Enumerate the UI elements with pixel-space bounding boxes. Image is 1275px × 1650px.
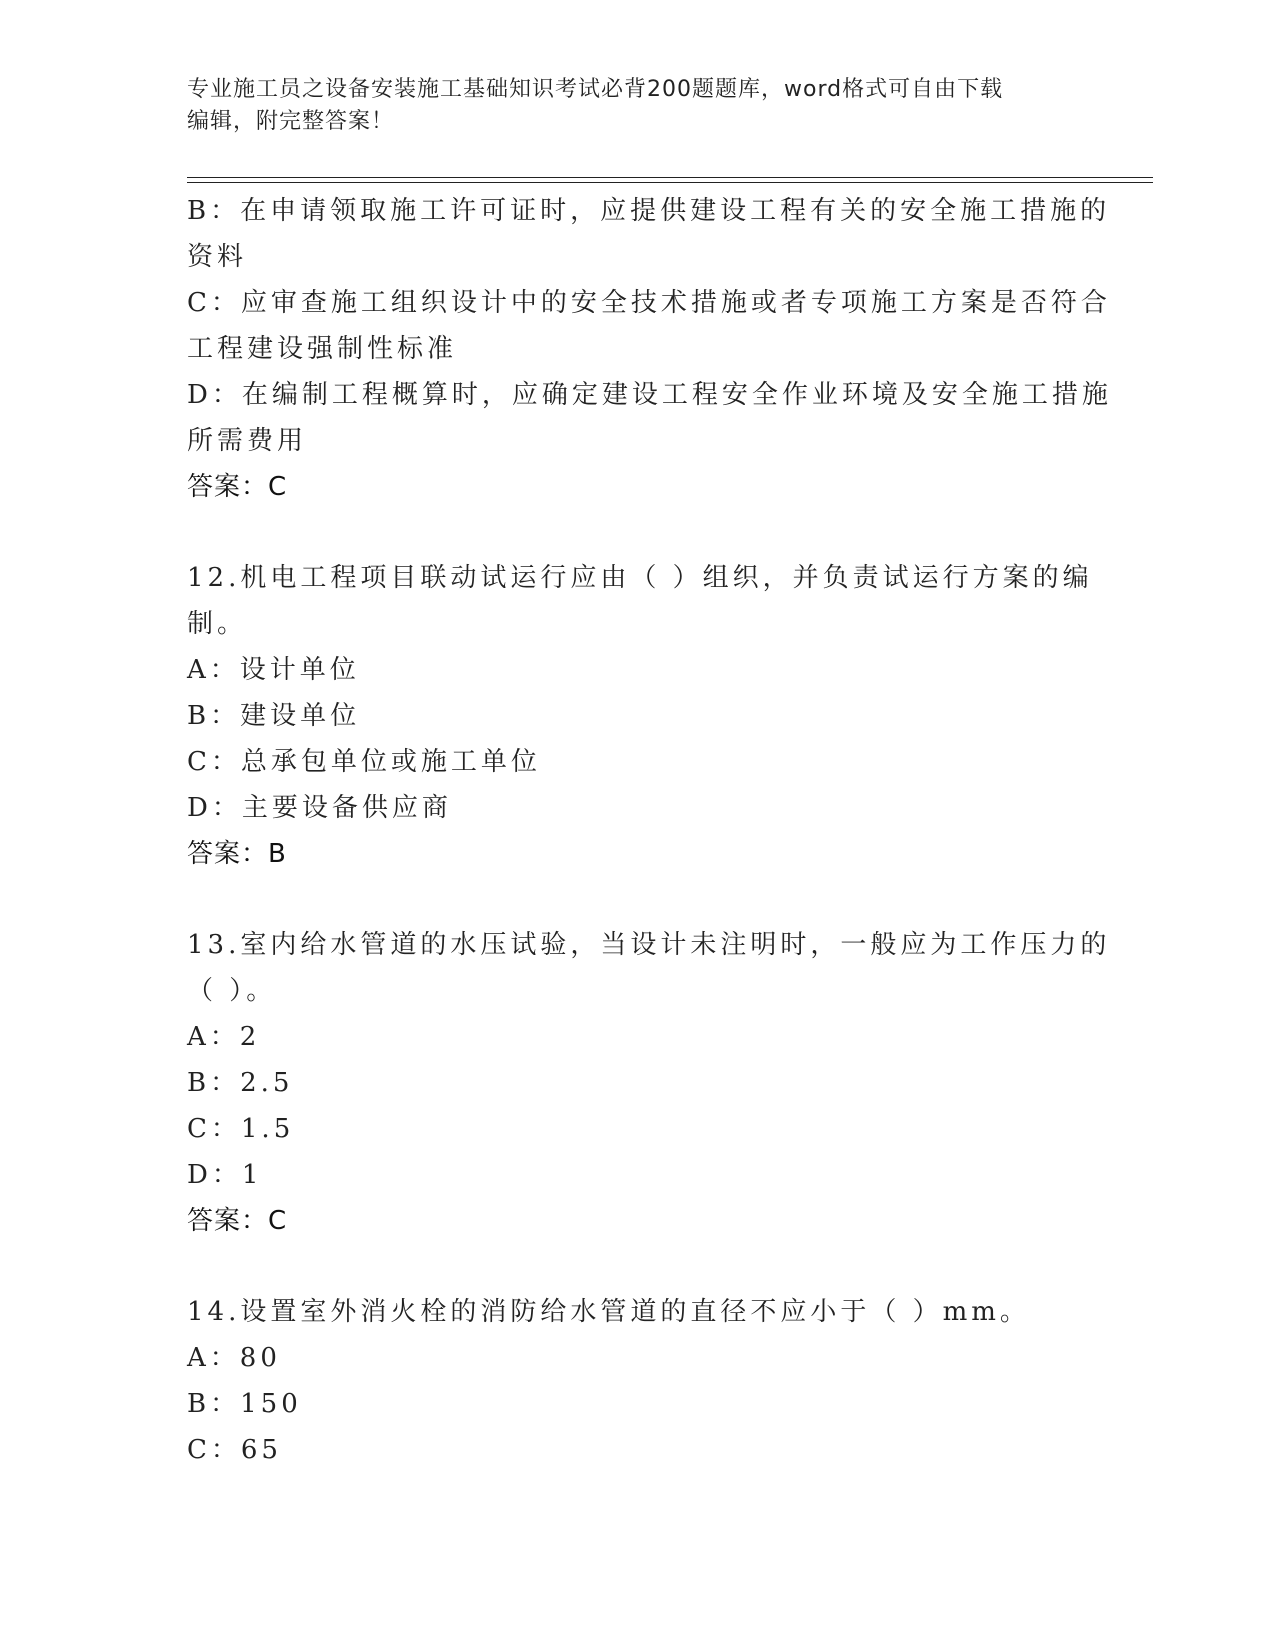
question-11	[187, 188, 1112, 510]
option-b: B：150	[187, 1389, 302, 1419]
spacer	[187, 1244, 1087, 1289]
option-b: B：2.5	[187, 1068, 294, 1098]
option-b: B：建设单位	[187, 701, 361, 731]
option-c: C：65	[187, 1435, 282, 1465]
header-rule-bottom	[187, 182, 1153, 183]
header-title-line-2: 编辑，附完整答案！	[187, 109, 395, 134]
header-title-line-1: 专业施工员之设备安装施工基础知识考试必背200题题库，word格式可自由下载	[187, 77, 1004, 102]
question-text-line-2: 制。	[187, 609, 248, 639]
option-b-line-1: B：在申请领取施工许可证时，应提供建设工程有关的安全施工措施的	[187, 196, 1111, 226]
spacer	[187, 510, 1087, 555]
option-d-line-1: D：在编制工程概算时，应确定建设工程安全作业环境及安全施工措施	[187, 380, 1112, 410]
option-c-line-2: 工程建设强制性标准	[187, 334, 458, 364]
option-b-line-2: 资料	[187, 242, 248, 272]
document-header	[187, 74, 1067, 138]
spacer	[187, 877, 1087, 922]
question-12	[187, 555, 1093, 877]
header-rule-top	[187, 177, 1153, 178]
question-text-line-2: （ ）。	[187, 976, 277, 1006]
answer-13: 答案：C	[187, 1206, 288, 1236]
question-text-line-1: 12.机电工程项目联动试运行应由（ ）组织，并负责试运行方案的编	[187, 563, 1093, 593]
question-list	[187, 188, 1112, 1473]
option-c-line-1: C：应审查施工组织设计中的安全技术措施或者专项施工方案是否符合	[187, 288, 1111, 318]
option-d-line-2: 所需费用	[187, 426, 308, 456]
option-d: D：主要设备供应商	[187, 793, 452, 823]
answer-11: 答案：C	[187, 472, 288, 502]
option-a: A：2	[187, 1022, 261, 1052]
question-14	[187, 1289, 1087, 1473]
answer-12: 答案：B	[187, 839, 287, 869]
option-c: C：1.5	[187, 1114, 295, 1144]
question-13	[187, 922, 1111, 1244]
question-text-line-1: 14.设置室外消火栓的消防给水管道的直径不应小于（ ）mm。	[187, 1297, 1030, 1327]
option-a: A：设计单位	[187, 655, 360, 685]
option-c: C：总承包单位或施工单位	[187, 747, 541, 777]
question-text-line-1: 13.室内给水管道的水压试验，当设计未注明时，一般应为工作压力的	[187, 930, 1111, 960]
option-d: D：1	[187, 1160, 263, 1190]
option-a: A：80	[187, 1343, 281, 1373]
